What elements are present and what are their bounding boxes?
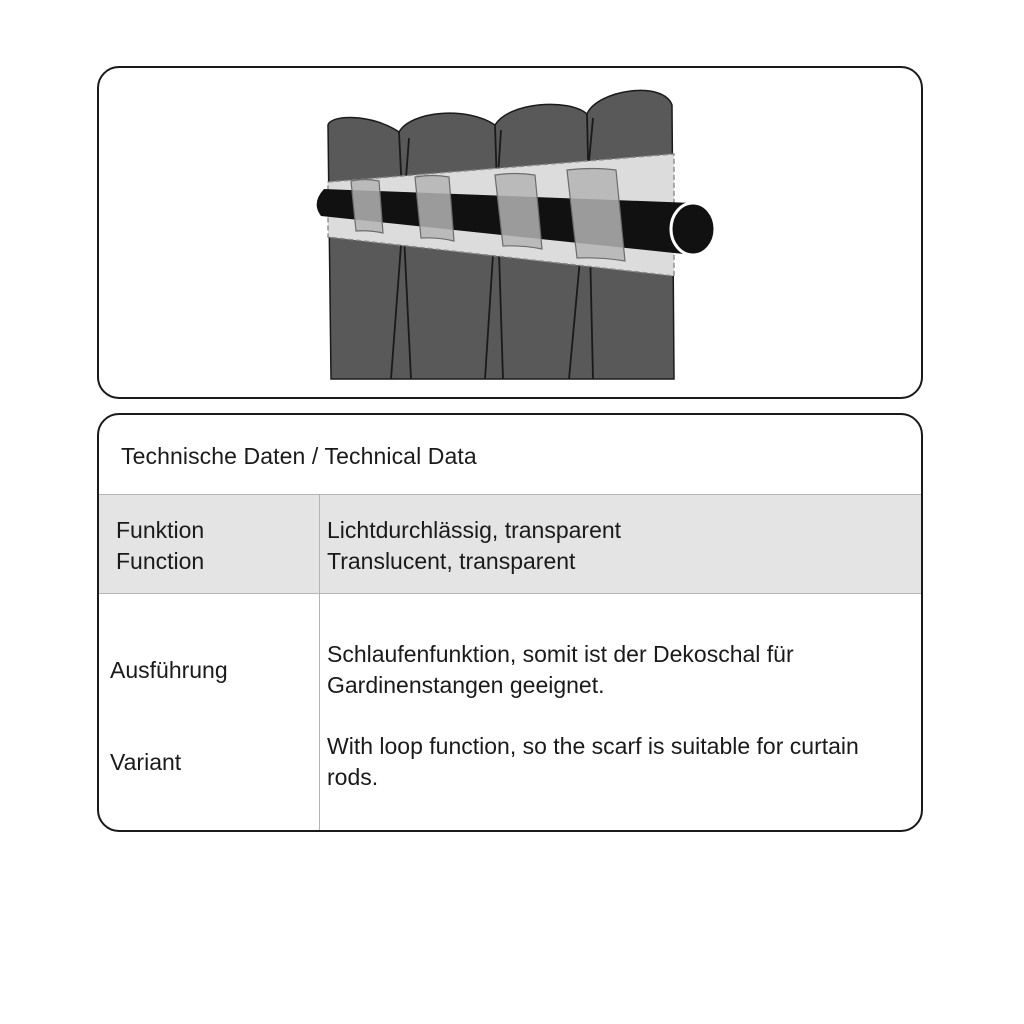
variant-value-de-line2: Gardinenstangen geeignet. bbox=[327, 672, 605, 698]
variant-value-de-line1: Schlaufenfunktion, somit ist der Dekoschal für bbox=[327, 641, 794, 667]
variant-value-en-line2: rods. bbox=[327, 764, 379, 790]
illustration-panel bbox=[97, 66, 923, 399]
table-row-function bbox=[99, 494, 921, 594]
variant-value-de bbox=[327, 639, 907, 701]
curtain-loop bbox=[351, 180, 383, 234]
variant-label-en: Variant bbox=[110, 749, 182, 775]
table-title: Technische Daten / Technical Data bbox=[121, 443, 477, 469]
curtain-loop bbox=[415, 176, 454, 242]
curtain-loop bbox=[567, 169, 625, 262]
function-label-de: Funktion bbox=[116, 517, 205, 543]
function-value-en: Translucent, transparent bbox=[327, 548, 576, 574]
curtain-rod-loop-icon bbox=[99, 68, 923, 399]
curtain-rod-end bbox=[671, 203, 715, 255]
function-value-de: Lichtdurchlässig, transparent bbox=[327, 517, 622, 543]
variant-label-de: Ausführung bbox=[110, 657, 228, 683]
function-label bbox=[116, 515, 204, 577]
variant-value-en-line1: With loop function, so the scarf is suitable for curtain bbox=[327, 733, 859, 759]
technical-data-table bbox=[97, 413, 923, 832]
curtain-loop bbox=[495, 174, 542, 250]
column-divider bbox=[319, 494, 320, 832]
table-row-variant bbox=[99, 594, 921, 832]
function-value bbox=[327, 515, 621, 577]
function-label-en: Function bbox=[116, 548, 205, 574]
variant-value-en bbox=[327, 731, 907, 793]
